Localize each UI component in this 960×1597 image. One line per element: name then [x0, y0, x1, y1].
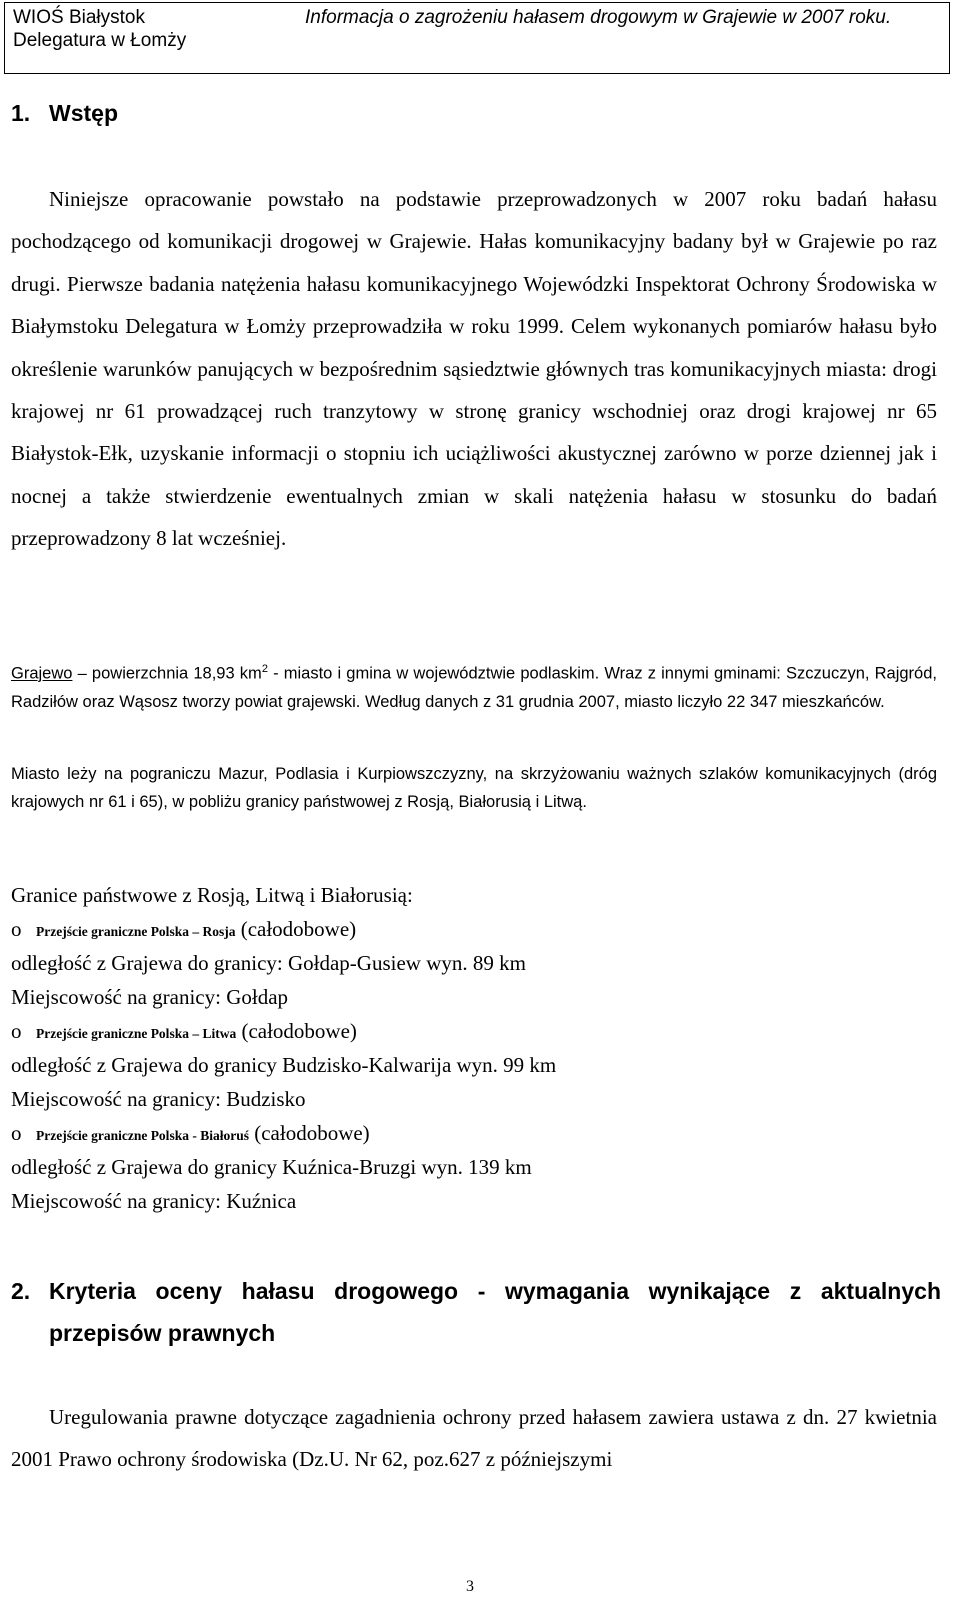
intro-paragraph: [11, 178, 937, 560]
crossing-hours: (całodobowe): [254, 1121, 370, 1145]
section1-title: Wstęp: [49, 100, 118, 126]
bullet-marker: o: [11, 1019, 22, 1043]
section2-number: 2.: [11, 1278, 31, 1304]
grajewo-area-superscript: 2: [261, 663, 268, 675]
crossing-item: [11, 1116, 941, 1150]
crossing-place: Miejscowość na granicy: Kuźnica: [11, 1189, 297, 1213]
page-number: 3: [466, 1578, 474, 1595]
crossing-item: [11, 1014, 941, 1048]
border-crossings-list: [11, 878, 941, 1218]
crossing-item: [11, 912, 941, 946]
crossing-hours: (całodobowe): [241, 1019, 357, 1043]
crossing-hours: (całodobowe): [240, 917, 357, 941]
grajewo-area: – powierzchnia 18,93 km: [72, 664, 262, 683]
bullet-marker: o: [11, 917, 22, 941]
crossing-distance: odległość z Grajewa do granicy Kuźnica-Bruzgi wyn. 139 km: [11, 1155, 532, 1179]
section1-heading: [11, 100, 118, 127]
grajewo-paragraph: [11, 655, 937, 716]
grajewo-name: Grajewo: [11, 664, 73, 683]
section2-heading: [11, 1270, 941, 1354]
intro-text: Niniejsze opracowanie powstało na podstawie przeprowadzonych w 2007 roku badań hałasu pochodzącego od komunikacji drogowej w Grajewie. Hałas komunikacyjny badany był w Grajewie po raz drugi. Pierwsze badania natężenia hałasu komunikacyjnego Wojewódzki Inspektorat Ochrony Środowiska w Białymstoku Delegatura w Łomży przeprowadziła w roku 1999. Celem wykonanych pomiarów hałasu było określenie warunków panujących w bezpośrednim sąsiedztwie głównych tras komunikacyjnych miasta: drogi krajowej nr 61 prowadzącej ruch tranzytowy w stronę granicy wschodniej oraz drogi krajowej nr 65 Białystok-Ełk, uzyskanie informacji o stopniu ich uciążliwości akustycznej zarówno w porze dziennej jak i nocnej a także stwierdzenie ewentualnych zmian w skali natężenia hałasu w stosunku do badań przeprowadzony 8 lat wcześniej.: [11, 187, 937, 551]
crossing-name: Przejście graniczne Polska – Litwa: [36, 1026, 237, 1041]
section2-text: Uregulowania prawne dotyczące zagadnienia ochrony przed hałasem zawiera ustawa z dn. 27 kwietnia 2001 Prawo ochrony środowiska (Dz.U. Nr 62, poz.627 z późniejszymi: [11, 1405, 937, 1472]
header-org-line2: Delegatura w Łomży: [13, 30, 187, 51]
header-org-line1: WIOŚ Białystok: [13, 7, 145, 28]
crossing-place: Miejscowość na granicy: Budzisko: [11, 1087, 306, 1111]
crossing-distance: odległość z Grajewa do granicy Budzisko-Kalwarija wyn. 99 km: [11, 1053, 557, 1077]
bullet-marker: o: [11, 1121, 22, 1145]
crossing-place: Miejscowość na granicy: Gołdap: [11, 985, 289, 1009]
location-text: Miasto leży na pograniczu Mazur, Podlasia i Kurpiowszczyzny, na skrzyżowaniu ważnych szlaków komunikacyjnych (dróg krajowych nr 61 i 65), w pobliżu granicy państwowej z Rosją, Białorusią i Litwą.: [11, 765, 937, 811]
location-paragraph: [11, 760, 937, 816]
grajewo-description: - miasto i gmina w województwie podlaskim. Wraz z innymi gminami: Szczuczyn, Rajgród, Radziłów oraz Wąsosz tworzy powiat grajewski. Według danych z 31 grudnia 2007, miasto liczyło 22 347 mieszkańców.: [11, 664, 937, 711]
section2-paragraph: [11, 1396, 937, 1481]
section1-number: 1.: [11, 100, 31, 126]
page-header: [4, 2, 950, 74]
crossing-name: Przejście graniczne Polska - Białoruś: [36, 1128, 249, 1143]
header-organization: [13, 6, 186, 52]
header-document-title: Informacja o zagrożeniu hałasem drogowym w Grajewie w 2007 roku.: [305, 7, 892, 28]
section2-title: Kryteria oceny hałasu drogowego - wymagania wynikające z aktualnych przepisów prawnych: [49, 1278, 941, 1346]
crossing-name: Przejście graniczne Polska – Rosja: [36, 924, 236, 939]
borders-title: Granice państwowe z Rosją, Litwą i Białorusią:: [11, 883, 413, 907]
crossing-distance: odległość z Grajewa do granicy: Gołdap-Gusiew wyn. 89 km: [11, 951, 526, 975]
